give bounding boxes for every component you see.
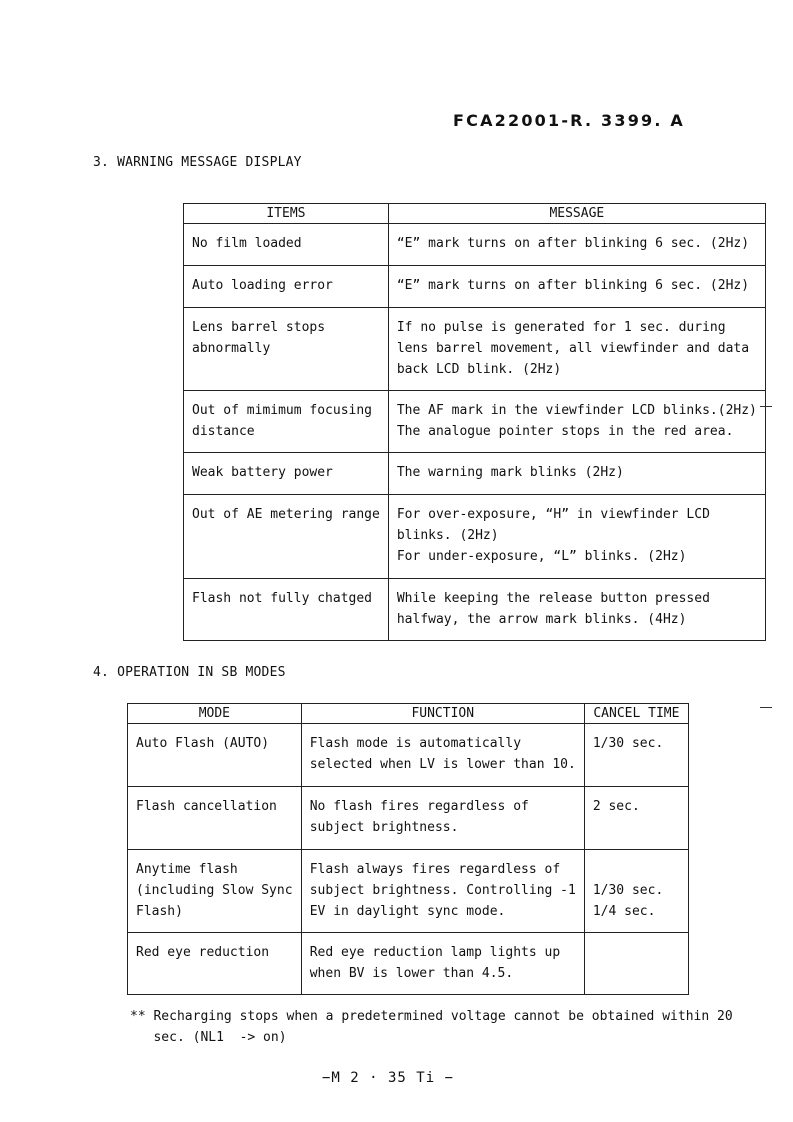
- warning-message-table: [183, 203, 766, 641]
- mode-cell: Flash cancellation: [128, 787, 302, 850]
- message-cell: “E” mark turns on after blinking 6 sec. (2Hz): [388, 224, 765, 266]
- table-row: [184, 308, 766, 391]
- mode-cell: Auto Flash (AUTO): [128, 724, 302, 787]
- table-row: [128, 933, 689, 995]
- table-row: [184, 391, 766, 453]
- cancel-time-cell: 2 sec.: [584, 787, 688, 850]
- item-cell: Auto loading error: [184, 266, 389, 308]
- item-cell: Flash not fully chatged: [184, 579, 389, 641]
- mode-cell: Red eye reduction: [128, 933, 302, 995]
- message-cell: For over-exposure, “H” in viewfinder LCD blinks. (2Hz) For under-exposure, “L” blinks. (2Hz): [388, 495, 765, 579]
- document-code: FCA22001-R. 3399. A: [453, 111, 685, 130]
- item-cell: Lens barrel stops abnormally: [184, 308, 389, 391]
- item-cell: Out of mimimum focusing distance: [184, 391, 389, 453]
- table-header-row: [128, 704, 689, 724]
- table-row: [184, 224, 766, 266]
- column-header-items: ITEMS: [184, 204, 389, 224]
- function-cell: Flash mode is automatically selected when LV is lower than 10.: [301, 724, 584, 787]
- cancel-time-cell: 1/30 sec.: [584, 724, 688, 787]
- margin-mark: [760, 406, 772, 407]
- margin-mark: [760, 707, 772, 708]
- table-row: [128, 787, 689, 850]
- mode-cell: Anytime flash (including Slow Sync Flash): [128, 850, 302, 933]
- column-header-cancel-time: CANCEL TIME: [584, 704, 688, 724]
- recharging-note: ** Recharging stops when a predetermined voltage cannot be obtained within 20 sec. (NL1 -> on): [130, 1009, 733, 1045]
- column-header-mode: MODE: [128, 704, 302, 724]
- column-header-message: MESSAGE: [388, 204, 765, 224]
- sb-modes-table: [127, 703, 689, 995]
- section-4-title: 4. OPERATION IN SB MODES: [93, 665, 286, 680]
- item-cell: Weak battery power: [184, 453, 389, 495]
- table-row: [184, 453, 766, 495]
- page-number: −M 2 · 35 Ti −: [322, 1070, 455, 1086]
- table-header-row: [184, 204, 766, 224]
- message-cell: The warning mark blinks (2Hz): [388, 453, 765, 495]
- cancel-time-cell: 1/30 sec. 1/4 sec.: [584, 850, 688, 933]
- table-row: [128, 850, 689, 933]
- table-row: [184, 579, 766, 641]
- function-cell: Flash always fires regardless of subject brightness. Controlling -1 EV in daylight sync mode.: [301, 850, 584, 933]
- message-cell: While keeping the release button pressed halfway, the arrow mark blinks. (4Hz): [388, 579, 765, 641]
- item-cell: No film loaded: [184, 224, 389, 266]
- table-row: [184, 495, 766, 579]
- message-cell: The AF mark in the viewfinder LCD blinks.(2Hz) The analogue pointer stops in the red area.: [388, 391, 765, 453]
- section-3-title: 3. WARNING MESSAGE DISPLAY: [93, 155, 302, 170]
- table-row: [128, 724, 689, 787]
- column-header-function: FUNCTION: [301, 704, 584, 724]
- item-cell: Out of AE metering range: [184, 495, 389, 579]
- cancel-time-cell: [584, 933, 688, 995]
- table-row: [184, 266, 766, 308]
- function-cell: No flash fires regardless of subject brightness.: [301, 787, 584, 850]
- message-cell: “E” mark turns on after blinking 6 sec. (2Hz): [388, 266, 765, 308]
- function-cell: Red eye reduction lamp lights up when BV is lower than 4.5.: [301, 933, 584, 995]
- message-cell: If no pulse is generated for 1 sec. during lens barrel movement, all viewfinder and data back LCD blink. (2Hz): [388, 308, 765, 391]
